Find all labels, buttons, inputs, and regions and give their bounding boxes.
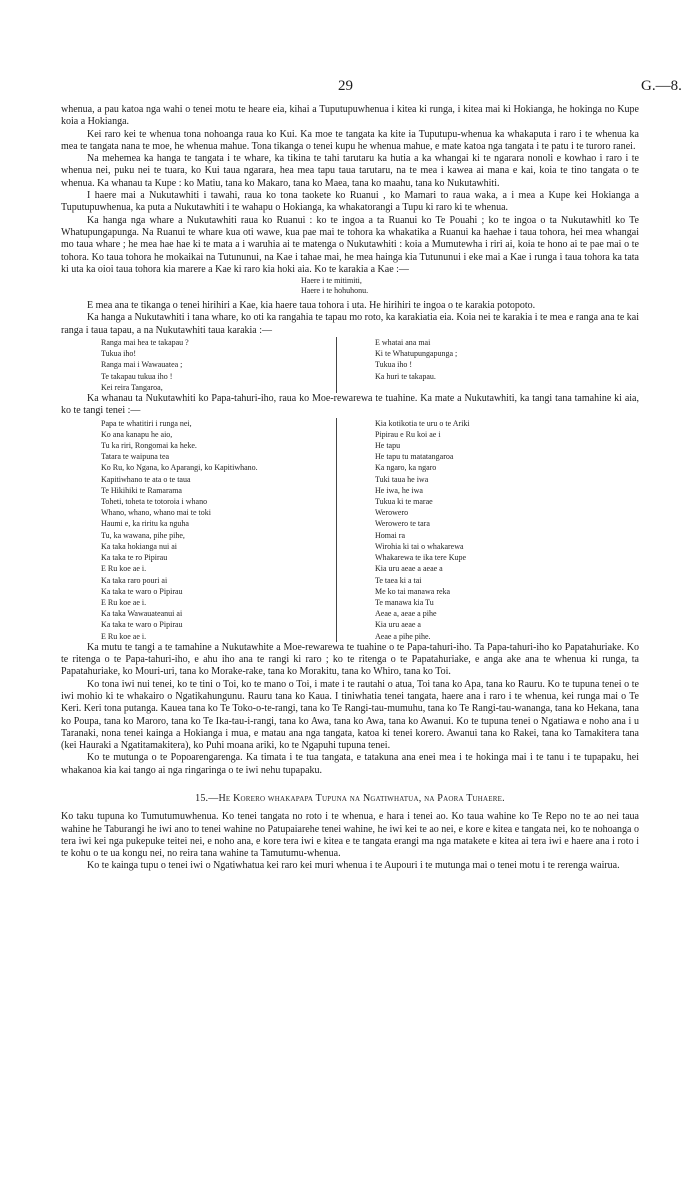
verse-line: Tu ka riri, Rongomai ka heke. [101, 441, 197, 451]
verse-line: Ko ana kanapu he aio, [101, 429, 173, 439]
verse-line: Ka taka te waro o Pipirau [101, 586, 183, 596]
paragraph: Na mehemea ka hanga te tangata i te whare, ka tikina te tahi tarutaru ka hutia a ka whangai ki te ngarara nonoli e kowhao i raro i te whenua nei, puku nei te tuara, ko Kui taua ngarara, hea mea tapu taua tarutaru, na te mea i kawea ai mana e kai, koia te tino tangata o te whenua. Ka whanau ta Kupe : ko Matiu, tana ko Makaro, tana ko Maea, tana ko maahu, tana ko Nukutawhiti. [61, 153, 639, 189]
page-number: 29 [338, 78, 353, 94]
verse-line: Toheti, toheta te totoroia i whano [101, 497, 208, 507]
verse-line: Ka huri te takapau. [375, 371, 436, 381]
verse-column-left [61, 337, 336, 393]
verse-column-right [337, 337, 457, 393]
verse-line: Te takapau tukua iho ! [101, 371, 173, 381]
paragraph: whenua, a pau katoa nga wahi o tenei motu te heare eia, kihai a Tuputupuwhenua i kitea ki runga, i kitea mai ki Hokianga, he hokinga no Kupe koia a Hokianga. [61, 104, 639, 128]
verse-line: E Ru koe ae i. [101, 631, 147, 641]
verse-line: E Ru koe ae i. [101, 564, 147, 574]
verse-line: Pipirau e Ru koi ae i [375, 429, 441, 439]
verse-line: Tukua iho! [101, 349, 137, 359]
verse-line: E Ru koe ae i. [101, 597, 147, 607]
verse-line: Tatara te waipuna tea [101, 452, 170, 462]
verse-line: Te manawa kia Tu [375, 597, 434, 607]
verse-line: Tu, ka wawana, pihe pihe, [101, 530, 185, 540]
verse-line: Ranga mai i Wawauatea ; [101, 360, 183, 370]
verse-line: Aeae a pihe pihe. [375, 631, 431, 641]
tangi-verses [61, 418, 639, 642]
paragraph: Ko tona iwi nui tenei, ko te tini o Toi, ko te mano o Toi, i mate i te rautahi o atua, Toi tana ko Apa, tana ko Rauru. Ko te tupuna tenei o te iwi mohio ki te whakairo o Ngatikahungunu. Rauru tana ko Kaua. I tiniwhatia tenei tangata, haere ana i raro i te whenua, kei runga mai o Te Keri. Keri tona putanga. Kauea tana ko Te Toko-o-te-rangi, tana ko Te Rangi-tau-mumuhu, tana ko Te Rangi-tau-wananga, tana ko Hekana, tana ko Poupa, tana ko Maroro, tana ko Te Ika-tau-i-rangi, tana ko Awa, tana ko Awa, tana ko Awanui. Ko te tupuna tenei o Ngatiawa e noho ana i u Taranaki, nona tenei kainga a Hokianga i mua, e matau ana nga tangata, katoa ki tenei korero. Awanui tana ko Rakei, tana ko Tamakitera tana (kei Hauraki a Ngatitamakitera), ko Puhi moana ariki, ko te Ngapuhi tupuna tenei. [61, 678, 639, 752]
verse-line: Kapitiwhano te ata o te taua [101, 474, 191, 484]
verse-line: He tapu tu matatangaroa [375, 452, 454, 462]
paragraph: Ko te mutunga o te Popoarengarenga. Ka timata i te tua tangata, e tatakuna ana enei mea i te hokinga mai i te tanu i te tupapaku, hei whakanoa kia kai tango ai nga ringaringa o te iwi nehu tupapaku. [61, 752, 639, 776]
verse-line: He iwa, he iwa [375, 485, 423, 495]
verse-line: Haumi e, ka riritu ka nguha [101, 519, 189, 529]
verse-line: Tuki taua he iwa [375, 474, 429, 484]
paragraph: Kei raro kei te whenua tona nohoanga raua ko Kui. Ka moe te tangata ka kite ia Tuputupu-whenua ka whakaputa i raro i te whenua ka mea te tangata nana te moe, he whenua mahue. Tona tikanga o tenei kupu he whenua mahue, e mate katoa nga tangata i te patu i te turoro ranei. [61, 128, 639, 152]
verse-line: Wirohia ki tai o whakarewa [375, 541, 464, 551]
verse-line: Werowero [375, 508, 409, 518]
verse-line: Ko Ru, ko Ngana, ko Aparangi, ko Kapitiwhano. [101, 463, 258, 473]
verse-line: Ka taka hokianga nui ai [101, 541, 177, 551]
verse-line: Kia uru aeae a [375, 620, 421, 630]
verse-line: Kia uru aeae a aeae a [375, 564, 443, 574]
verse-column-left [61, 418, 336, 642]
verse-line: Ka taka te waro o Pipirau [101, 620, 183, 630]
verse-line: Ranga mai hea te takapau ? [101, 338, 189, 348]
section-title: He Korero whakapapa Tupuna na Ngatiwhatua, na Paora Tuhaere. [218, 792, 505, 804]
verse-line: Te taea ki a tai [375, 575, 422, 585]
verse-line: Ka taka raro pouri ai [101, 575, 168, 585]
verse-line: Te Hikihiki te Ramarama [101, 485, 182, 495]
verse-line: Kei reira Tangaroa, [101, 382, 163, 392]
karakia-tapau [61, 337, 639, 393]
paragraph: Ka hanga nga whare a Nukutawhiti raua ko Ruanui : ko te ingoa a ta Ruanui ko Te Pouahi ; ko te ingoa o ta Nukutawhitl ko Te Whatupungapunga. Na Ruanui te whare kua oti wawe, kua pae mai te tohora ka whakatika a Ruanui ka haehae i taua tohora, hei mea whangai mo taua whare ; he mea hae hae ki te mata a i waruhia ai te matenga o Nukutawhiti : koia a Mumutewha i riri ai, koia te hono ai te pae mai o te tohora. Ko taua tohora he mokaikai na Tutununui, na Kae i tahae mai, he mea hainga kia Tutununui i eke mai a Kae i runga i taua tohora ka tata ki uta ka oioi taua tohora kia marere a Kae ki raro kia hoki aia. Ko te karakia a Kae :— [61, 214, 639, 275]
paragraph: E mea ana te tikanga o tenei hirihiri a Kae, kia haere taua tohora i uta. He hirihiri te ingoa o te karakia potopoto. [87, 300, 536, 312]
verse-line: Haere i te mitimiti, [301, 276, 362, 286]
verse-line: Werowero te tara [375, 519, 430, 529]
verse-line: Ka taka te ro Pipirau [101, 553, 168, 563]
verse-line: Ka ngaro, ka ngaro [375, 463, 437, 473]
paragraph: Ko taku tupuna ko Tumutumuwhenua. Ko tenei tangata no roto i te whenua, e hara i tenei ao. Ko taua wahine ko Te Repo no te ao nei taua wahine he Taburangi he iwi ano to tenei wahine no Patupaiarehe tenei wahine, he iwi kei te ao nei, e kore e kitea e tangata nei, ko te nohoanga o tera iwi kei nga pukepuke teitei nei, e noho ana, e kore tera iwi e kitea e te tangata erangi ma nga matakete e kitea ai tera iwi e haere ana i roto i te kohu o te ua kongu nei, no reira tana wahine ta Tamutumu-whenua. [61, 811, 639, 860]
paragraph: Ka hanga a Nukutawhiti i tana whare, ko oti ka rangahia te tapau mo roto, ka karakiatia eia. Koia nei te karakia i te mea e ranga ana te kai ranga i taua tapau, a na Nukutawhiti taua karakia :— [61, 312, 639, 336]
verse-line: Whakarewa te ika tere Kupe [375, 553, 467, 563]
karakia-kae [61, 276, 639, 295]
verse-line: Tukua iho ! [375, 360, 413, 370]
document-reference: G.—8. [641, 78, 682, 94]
section-heading [61, 793, 639, 805]
verse-line: Kia kotikotia te uru o te Ariki [375, 418, 470, 428]
verse-line: Ki te Whatupungapunga ; [375, 349, 458, 359]
verse-column-right [337, 418, 470, 642]
verse-line: E whatai ana mai [375, 338, 431, 348]
verse-line: Tukua ki te marae [375, 497, 433, 507]
section-number: 15.— [195, 792, 219, 804]
verse-line: Aeae a, aeae a pihe [375, 609, 437, 619]
paragraph: Ka mutu te tangi a te tamahine a Nukutawhite a Moe-rewarewa te tuahine o te Papa-tahuri-iho. Ta Papa-tahuri-iho ko Papatahuriake. Ko te ritenga o te Papa-tahuri-iho, e ahu iho ana te rangi ki raro ; ko te ritenga o te Papatahuriake, e anga ake ana te whenua ki runga, ta Papatahuriake, ko Mouri-uri, tana ko Morake-rake, tana ko Morakitu, tana ko Whiro, tana ko Toi. [61, 641, 639, 678]
verse-line: Whano, whano, whano mai te toki [101, 508, 211, 518]
verse-line: Homai ra [375, 530, 405, 540]
verse-line: Ka taka Wawauateanui ai [101, 609, 183, 619]
paragraph: Ko te kainga tupu o tenei iwi o Ngatiwhatua kei raro kei muri whenua i te Aupouri i te mutunga mai o tenei motu i te rerenga wairua. [87, 860, 620, 872]
verse-line: Haere i te hohuhonu. [301, 285, 369, 295]
verse-line: Papa te whatitiri i runga nei, [101, 418, 192, 428]
verse-line: He tapu [375, 441, 401, 451]
paragraph: I haere mai a Nukutawhiti i tawahi, raua ko tona taokete ko Ruanui , ko Mamari to raua waka, a i mea a Kupe kei Hokianga a Tuputupuwhenua, ka puta a Nukutawhiti i te wahapu o Hokianga, ka whakatorangi a Tupu ki raro ki te whenua. [61, 190, 639, 214]
verse-line: Me ko tai manawa reka [375, 586, 451, 596]
body-text [61, 104, 639, 873]
paragraph: Ka whanau ta Nukutawhiti ko Papa-tahuri-iho, raua ko Moe-rewarewa te tuahine. Ka mate a Nukutawhiti, ka tangi tana tamahine ki aia, ko te tangi tenei :— [61, 393, 639, 417]
